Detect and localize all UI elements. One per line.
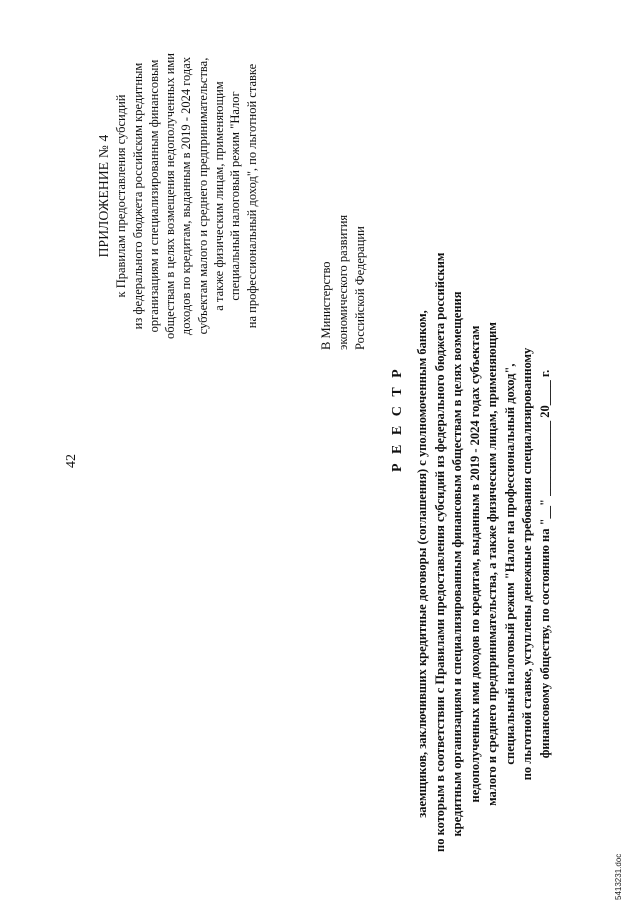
form-label [260,0,276,392]
appendix-line: на профессиональный доход", по льготной ставке [244,63,259,329]
appendix-title: ПРИЛОЖЕНИЕ № 4 [96,134,111,258]
appendix-header [96,0,276,392]
registry-description [414,252,554,852]
registry-line: заемщиков, заключивших кредитные договоры (соглашения) с уполномоченным банком, [415,310,429,818]
appendix-line: а также физическим лицам, применяющим [212,81,227,311]
registry-line: малого и среднего предпринимательства, а также физическим лицам, применяющим [485,322,499,806]
page-number: 42 [64,454,79,468]
registry-line: кредитным организациям и специализированным финансовым обществам в целях возмещения [450,291,464,837]
registry-title: Р Е Е С Т Р [390,366,405,472]
appendix-line: доходов по кредитам, выданным в 2019 - 2024 годах [179,56,194,336]
registry-line: специальный налоговый режим "Налог на профессиональный доход", [502,363,517,765]
registry-line: финансовому обществу, по состоянию на "__" ____________ 20____ г. [537,369,552,759]
appendix-line: организациям и специализированным финансовым [146,59,161,333]
addressee-block [318,190,369,350]
registry-line: по которым в соответствии с Правилами предоставления субсидий из федерального бюджета российским [432,252,447,852]
addressee-line: экономического развития [336,214,350,350]
appendix-line: специальный налоговый режим "Налог [228,91,243,301]
registry-line: недополученных ими доходов по кредитам, выданным в 2019 - 2024 годах субъектам [467,325,482,803]
appendix-line: субъектам малого и среднего предпринимательства, [195,57,210,335]
addressee-line: В Министерство [319,261,333,350]
appendix-line: обществам в целях возмещения недополученных ими [163,53,178,339]
file-code: 5413231.doc [614,853,623,900]
registry-line: по льготной ставке, уступлены денежные требования специализированному [520,347,534,781]
appendix-line: к Правилам предоставления субсидий [114,94,129,298]
appendix-line: из федерального бюджета российским кредитным [130,62,145,330]
addressee-line: Российской Федерации [353,226,367,350]
